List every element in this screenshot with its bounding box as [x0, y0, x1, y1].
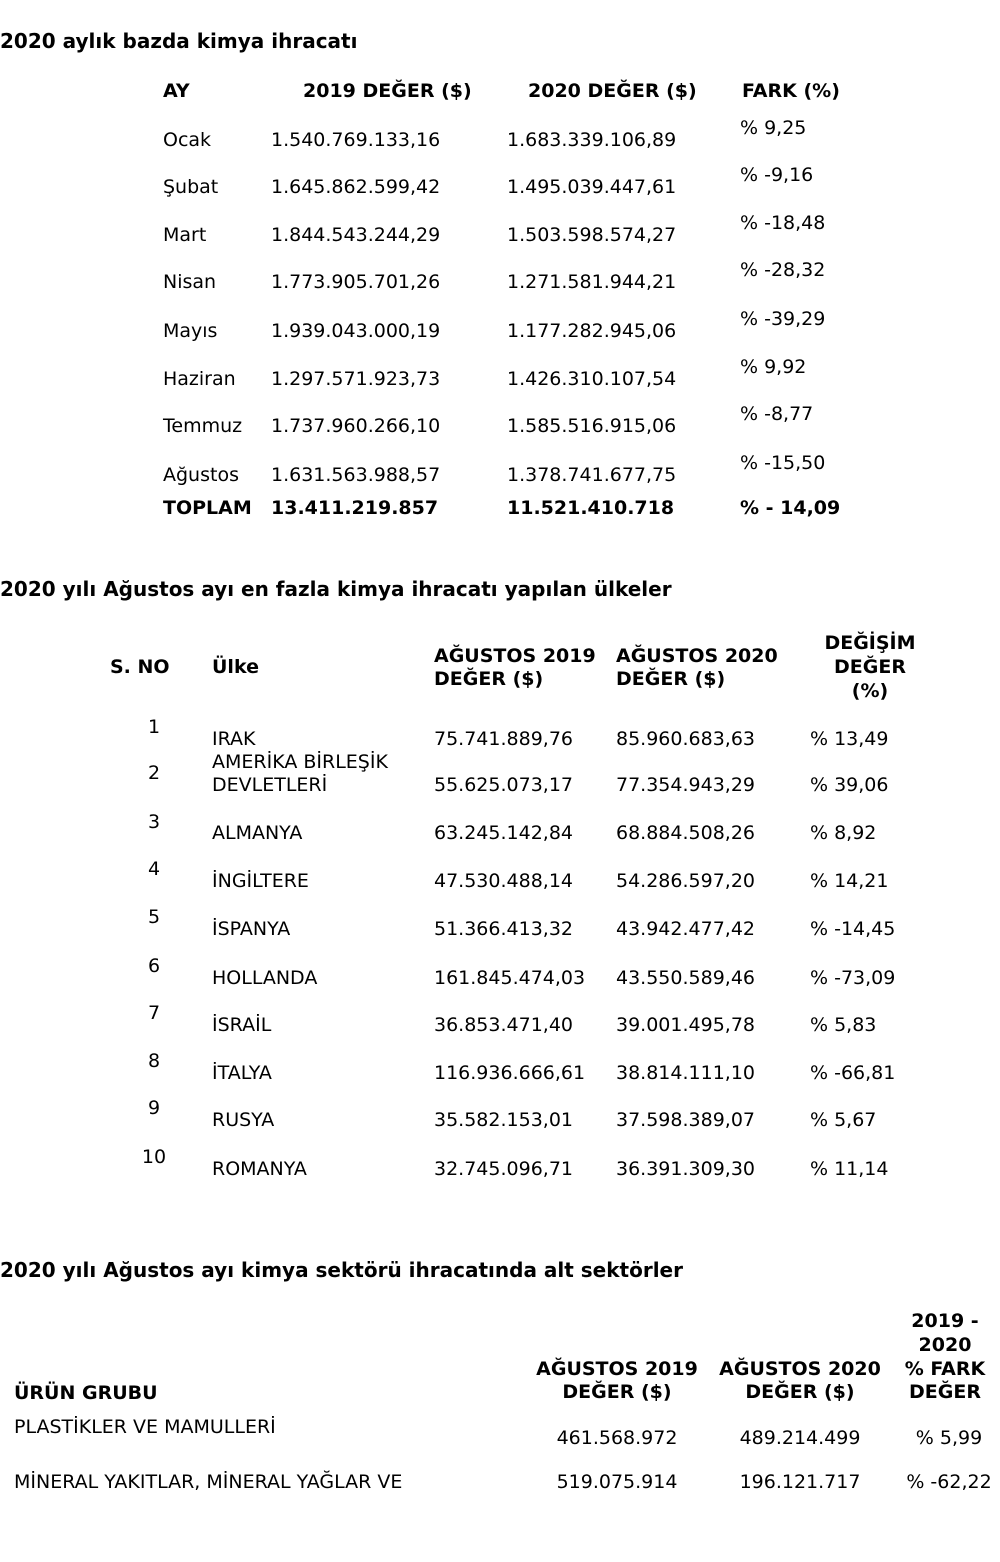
diff-cell: % -62,22 [906, 1471, 992, 1493]
diff-cell: % 5,99 [915, 1427, 983, 1449]
value-2019-cell: 1.844.543.244,29 [271, 224, 441, 246]
value-2020-cell: 36.391.309,30 [616, 1158, 756, 1180]
country-cell: ALMANYA [212, 822, 303, 844]
value-2019-cell: 1.540.769.133,16 [271, 129, 441, 151]
value-2019-cell: 519.075.914 [556, 1471, 678, 1493]
rank-cell: 3 [147, 811, 161, 833]
table1-header-2020: 2020 DEĞER ($) [528, 80, 697, 102]
diff-cell: % -9,16 [740, 164, 814, 186]
value-2020-cell: 1.378.741.677,75 [507, 464, 677, 486]
table3-header-2019-line1: AĞUSTOS 2019 [536, 1358, 698, 1380]
month-cell: Ağustos [163, 464, 239, 486]
diff-cell: % -15,50 [740, 452, 826, 474]
month-cell: Nisan [163, 271, 217, 293]
value-2019-cell: 1.773.905.701,26 [271, 271, 441, 293]
value-2019-cell: 1.645.862.599,42 [271, 176, 441, 198]
product-group-cell: MİNERAL YAKITLAR, MİNERAL YAĞLAR VE [14, 1471, 403, 1493]
value-2020-cell: 1.495.039.447,61 [507, 176, 677, 198]
value-2019-cell: 75.741.889,76 [434, 728, 574, 750]
country-cell: ROMANYA [212, 1158, 307, 1180]
change-cell: % 14,21 [810, 870, 889, 892]
value-2019-cell: 1.939.043.000,19 [271, 320, 441, 342]
diff-cell: % 9,92 [740, 356, 807, 378]
total-label: TOPLAM [163, 497, 252, 519]
rank-cell: 2 [147, 762, 161, 784]
table2-header-2019-line2: DEĞER ($) [434, 668, 544, 690]
table1-header-month: AY [163, 80, 190, 102]
change-cell: % 8,92 [810, 822, 877, 844]
month-cell: Ocak [163, 129, 212, 151]
country-cell: İTALYA [212, 1062, 272, 1084]
country-cell: IRAK [212, 728, 256, 750]
rank-cell: 10 [141, 1146, 167, 1168]
value-2020-cell: 1.271.581.944,21 [507, 271, 677, 293]
value-2020-cell: 1.503.598.574,27 [507, 224, 677, 246]
value-2019-cell: 47.530.488,14 [434, 870, 574, 892]
value-2020-cell: 43.550.589,46 [616, 967, 756, 989]
value-2020-cell: 68.884.508,26 [616, 822, 756, 844]
value-2019-cell: 1.631.563.988,57 [271, 464, 441, 486]
country-cell-line1: AMERİKA BİRLEŞİK [212, 751, 388, 773]
value-2020-cell: 85.960.683,63 [616, 728, 756, 750]
table3-header-2019-line2: DEĞER ($) [562, 1381, 672, 1403]
table2-title: 2020 yılı Ağustos ayı en fazla kimya ihracatı yapılan ülkeler [0, 577, 672, 601]
change-cell: % -73,09 [810, 967, 896, 989]
value-2019-cell: 461.568.972 [556, 1427, 678, 1449]
table3-header-group: ÜRÜN GRUBU [14, 1382, 158, 1404]
value-2020-cell: 1.426.310.107,54 [507, 368, 677, 390]
table2-header-2020-line2: DEĞER ($) [616, 668, 726, 690]
total-2020: 11.521.410.718 [507, 497, 675, 519]
country-cell: İNGİLTERE [212, 870, 309, 892]
value-2019-cell: 51.366.413,32 [434, 918, 574, 940]
rank-cell: 8 [147, 1050, 161, 1072]
diff-cell: % -39,29 [740, 308, 826, 330]
change-cell: % -66,81 [810, 1062, 896, 1084]
month-cell: Mayıs [163, 320, 218, 342]
country-cell: RUSYA [212, 1109, 275, 1131]
value-2020-cell: 1.585.516.915,06 [507, 415, 677, 437]
table1-header-diff: FARK (%) [742, 80, 840, 102]
total-diff: % - 14,09 [740, 497, 841, 519]
table1-header-2019: 2019 DEĞER ($) [303, 80, 472, 102]
rank-cell: 9 [147, 1097, 161, 1119]
month-cell: Şubat [163, 176, 219, 198]
country-cell: İSPANYA [212, 918, 291, 940]
table2-header-change-line3: (%) [851, 680, 889, 702]
rank-cell: 5 [147, 906, 161, 928]
product-group-cell: PLASTİKLER VE MAMULLERİ [14, 1416, 276, 1438]
change-cell: % 11,14 [810, 1158, 889, 1180]
table2-header-change-line2: DEĞER [834, 656, 906, 678]
value-2019-cell: 1.737.960.266,10 [271, 415, 441, 437]
country-cell: HOLLANDA [212, 967, 318, 989]
value-2020-cell: 77.354.943,29 [616, 774, 756, 796]
change-cell: % -14,45 [810, 918, 896, 940]
total-2019: 13.411.219.857 [271, 497, 439, 519]
table3-header-2020-line1: AĞUSTOS 2020 [719, 1358, 881, 1380]
table3-header-diff-line1: 2019 - [911, 1310, 979, 1332]
value-2019-cell: 35.582.153,01 [434, 1109, 574, 1131]
value-2019-cell: 36.853.471,40 [434, 1014, 574, 1036]
rank-cell: 1 [147, 716, 161, 738]
value-2020-cell: 196.121.717 [739, 1471, 861, 1493]
month-cell: Haziran [163, 368, 236, 390]
table1-title: 2020 aylık bazda kimya ihracatı [0, 29, 358, 53]
change-cell: % 5,83 [810, 1014, 877, 1036]
table3-title: 2020 yılı Ağustos ayı kimya sektörü ihracatında alt sektörler [0, 1258, 683, 1282]
table3-header-diff-line4: DEĞER [909, 1381, 981, 1403]
table2-header-change-line1: DEĞİŞİM [824, 632, 916, 654]
diff-cell: % -18,48 [740, 212, 826, 234]
country-cell: İSRAİL [212, 1014, 272, 1036]
value-2020-cell: 39.001.495,78 [616, 1014, 756, 1036]
country-cell: DEVLETLERİ [212, 774, 328, 796]
month-cell: Mart [163, 224, 207, 246]
diff-cell: % -28,32 [740, 259, 826, 281]
value-2020-cell: 54.286.597,20 [616, 870, 756, 892]
table3-header-2020-line2: DEĞER ($) [745, 1381, 855, 1403]
change-cell: % 13,49 [810, 728, 889, 750]
value-2019-cell: 55.625.073,17 [434, 774, 574, 796]
value-2020-cell: 38.814.111,10 [616, 1062, 756, 1084]
month-cell: Temmuz [163, 415, 243, 437]
value-2019-cell: 63.245.142,84 [434, 822, 574, 844]
table3-header-diff-line3: % FARK [904, 1358, 986, 1380]
value-2020-cell: 43.942.477,42 [616, 918, 756, 940]
table2-header-2020-line1: AĞUSTOS 2020 [616, 645, 778, 667]
value-2019-cell: 116.936.666,61 [434, 1062, 586, 1084]
rank-cell: 6 [147, 955, 161, 977]
table3-header-diff-line2: 2020 [918, 1334, 972, 1356]
value-2019-cell: 1.297.571.923,73 [271, 368, 441, 390]
rank-cell: 7 [147, 1002, 161, 1024]
value-2020-cell: 1.177.282.945,06 [507, 320, 677, 342]
diff-cell: % 9,25 [740, 117, 807, 139]
table2-header-country: Ülke [212, 656, 259, 678]
table2-header-no: S. NO [110, 656, 170, 678]
value-2020-cell: 1.683.339.106,89 [507, 129, 677, 151]
change-cell: % 39,06 [810, 774, 889, 796]
value-2019-cell: 32.745.096,71 [434, 1158, 574, 1180]
value-2020-cell: 37.598.389,07 [616, 1109, 756, 1131]
value-2019-cell: 161.845.474,03 [434, 967, 586, 989]
change-cell: % 5,67 [810, 1109, 877, 1131]
rank-cell: 4 [147, 858, 161, 880]
value-2020-cell: 489.214.499 [739, 1427, 861, 1449]
table2-header-2019-line1: AĞUSTOS 2019 [434, 645, 596, 667]
diff-cell: % -8,77 [740, 403, 814, 425]
